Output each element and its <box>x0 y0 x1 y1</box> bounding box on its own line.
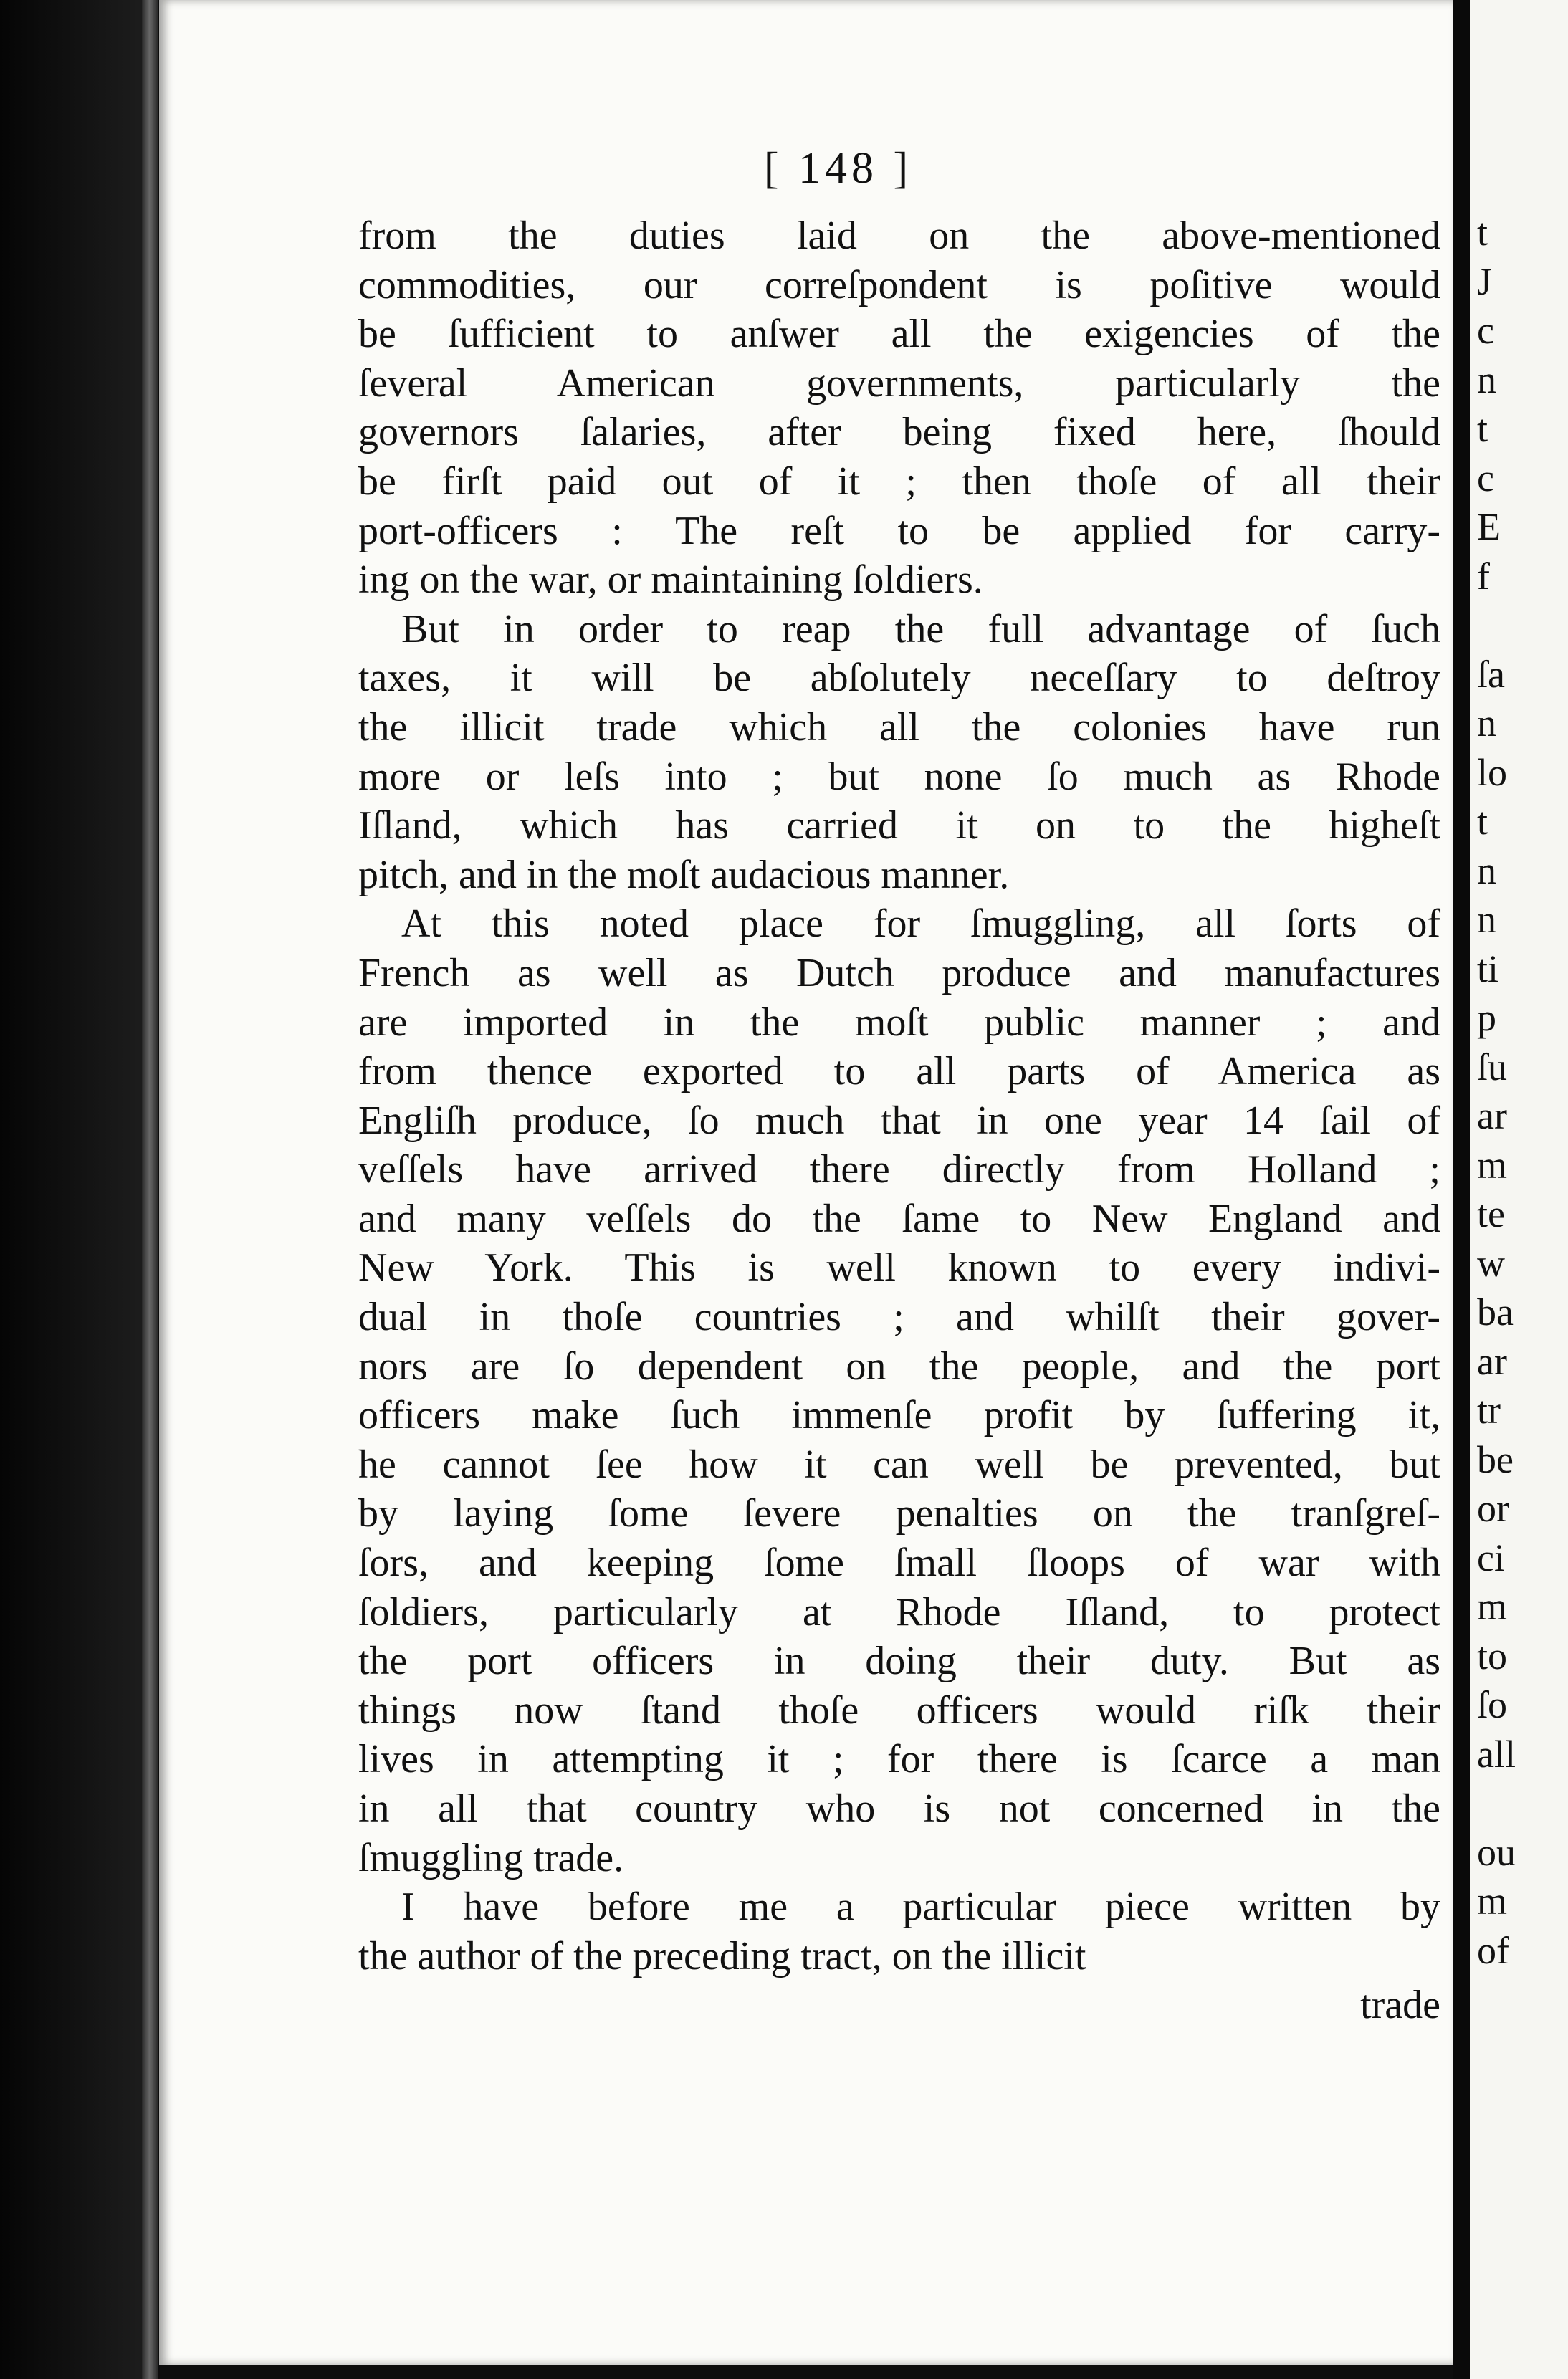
text-line: from thence exported to all parts of America as <box>358 1049 1440 1094</box>
text-line: commodities, our correſpondent is poſitive would <box>358 262 1440 307</box>
facing-page-fragment: be <box>1477 1437 1514 1481</box>
facing-page-fragment: te <box>1477 1192 1505 1235</box>
text-line: he cannot ſee how it can well be prevented, but <box>358 1442 1440 1487</box>
facing-page-fragment: ti <box>1477 947 1499 990</box>
facing-page-fragment: ou <box>1477 1830 1516 1874</box>
text-line: the illicit trade which all the colonies have run <box>358 704 1440 750</box>
facing-page-fragment: ar <box>1477 1094 1507 1137</box>
facing-page-fragment: ci <box>1477 1536 1505 1579</box>
facing-page-fragment: n <box>1477 702 1496 745</box>
facing-page-fragment: m <box>1477 1880 1508 1923</box>
catchword: trade <box>1360 1983 1440 2028</box>
text-line: ſeveral American governments, particularly the <box>358 360 1440 406</box>
text-line: ſoldiers, particularly at Rhode Iſland, to protect <box>358 1589 1440 1634</box>
facing-page-text <box>1477 208 1568 1975</box>
paragraph <box>358 605 1440 900</box>
facing-page-fragment: or <box>1477 1487 1509 1530</box>
text-line: veſſels have arrived there directly from Holland ; <box>358 1147 1440 1192</box>
facing-page-fragment: c <box>1477 456 1494 499</box>
facing-page-fragment <box>1477 600 1568 650</box>
facing-page-fragment: m <box>1477 1143 1508 1187</box>
text-line: I have before me a particular piece written by <box>401 1885 1440 1930</box>
facing-page-fragment: f <box>1477 554 1490 598</box>
text-line: officers make ſuch immenſe profit by ſuffering it, <box>358 1393 1440 1438</box>
facing-page <box>1470 0 1568 2379</box>
facing-page-fragment: J <box>1477 259 1493 303</box>
page-divider <box>1453 0 1470 2379</box>
facing-page-fragment: n <box>1477 898 1496 941</box>
text-line: nors are ſo dependent on the people, and the port <box>358 1344 1440 1389</box>
facing-page-fragment: ſo <box>1477 1683 1508 1726</box>
facing-page-fragment: ſu <box>1477 1045 1508 1088</box>
text-line: At this noted place for ſmuggling, all ſorts of <box>401 901 1440 947</box>
text-line: taxes, it will be abſolutely neceſſary to deſtroy <box>358 656 1440 701</box>
text-line: are imported in the moſt public manner ; and <box>358 1000 1440 1045</box>
text-line: French as well as Dutch produce and manufactures <box>358 950 1440 995</box>
text-line: Engliſh produce, ſo much that in one year 14 ſail of <box>358 1098 1440 1143</box>
facing-page-fragment <box>1477 1779 1568 1828</box>
text-line: ing on the war, or maintaining ſoldiers. <box>358 557 983 603</box>
facing-page-fragment: tr <box>1477 1389 1501 1432</box>
facing-page-fragment: t <box>1477 211 1488 254</box>
text-line: the author of the preceding tract, on the illicit <box>358 1933 1086 1978</box>
text-line: from the duties laid on the above-mentioned <box>358 214 1440 258</box>
page-edge <box>142 0 158 2379</box>
text-line: in all that country who is not concerned in the <box>358 1786 1440 1831</box>
text-line: ſmuggling trade. <box>358 1835 624 1880</box>
facing-page-fragment: w <box>1477 1241 1505 1285</box>
facing-page-fragment: m <box>1477 1585 1508 1628</box>
facing-page-fragment: ba <box>1477 1291 1514 1334</box>
book-page <box>159 0 1453 2365</box>
text-line: Iſland, which has carried it on to the higheſt <box>358 803 1440 848</box>
text-line: be firſt paid out of it ; then thoſe of all their <box>358 459 1440 504</box>
text-line: the port officers in doing their duty. But as <box>358 1639 1440 1684</box>
text-line: governors ſalaries, after being fixed here, ſhould <box>358 410 1440 455</box>
text-line: more or leſs into ; but none ſo much as Rhode <box>358 754 1440 799</box>
text-line: lives in attempting it ; for there is ſcarce a man <box>358 1737 1440 1782</box>
facing-page-fragment: ſa <box>1477 652 1505 696</box>
text-line: New York. This is well known to every indivi- <box>358 1245 1440 1291</box>
facing-page-fragment: n <box>1477 358 1496 401</box>
text-line: pitch, and in the moſt audacious manner. <box>358 852 1010 897</box>
facing-page-fragment: t <box>1477 407 1488 450</box>
facing-page-fragment: to <box>1477 1634 1508 1677</box>
paragraph <box>358 899 1440 1882</box>
text-line: dual in thoſe countries ; and whilſt their gover- <box>358 1295 1440 1340</box>
body-text <box>358 211 1440 2030</box>
paragraph <box>358 211 1440 605</box>
page-number: [ 148 ] <box>763 144 913 193</box>
text-line: ſors, and keeping ſome ſmall ſloops of war with <box>358 1541 1440 1586</box>
facing-page-fragment: n <box>1477 848 1496 892</box>
text-line: and many veſſels do the ſame to New England and <box>358 1196 1440 1241</box>
facing-page-fragment: c <box>1477 309 1494 352</box>
text-line: be ſufficient to anſwer all the exigencies of the <box>358 312 1440 357</box>
facing-page-fragment: all <box>1477 1732 1516 1776</box>
facing-page-fragment: lo <box>1477 750 1508 794</box>
facing-page-fragment: ar <box>1477 1339 1507 1383</box>
facing-page-fragment: t <box>1477 800 1488 843</box>
facing-page-fragment: E <box>1477 505 1501 548</box>
facing-page-fragment: of <box>1477 1928 1509 1972</box>
paragraph <box>358 1882 1440 1981</box>
text-line: by laying ſome ſevere penalties on the tranſgreſ- <box>358 1491 1440 1536</box>
facing-page-fragment: p <box>1477 996 1496 1039</box>
text-line: things now ſtand thoſe officers would riſk their <box>358 1688 1440 1733</box>
text-line: But in order to reap the full advantage of ſuch <box>401 606 1440 651</box>
binding-gutter <box>0 0 150 2379</box>
text-line: port-officers : The reſt to be applied for carry- <box>358 508 1440 553</box>
